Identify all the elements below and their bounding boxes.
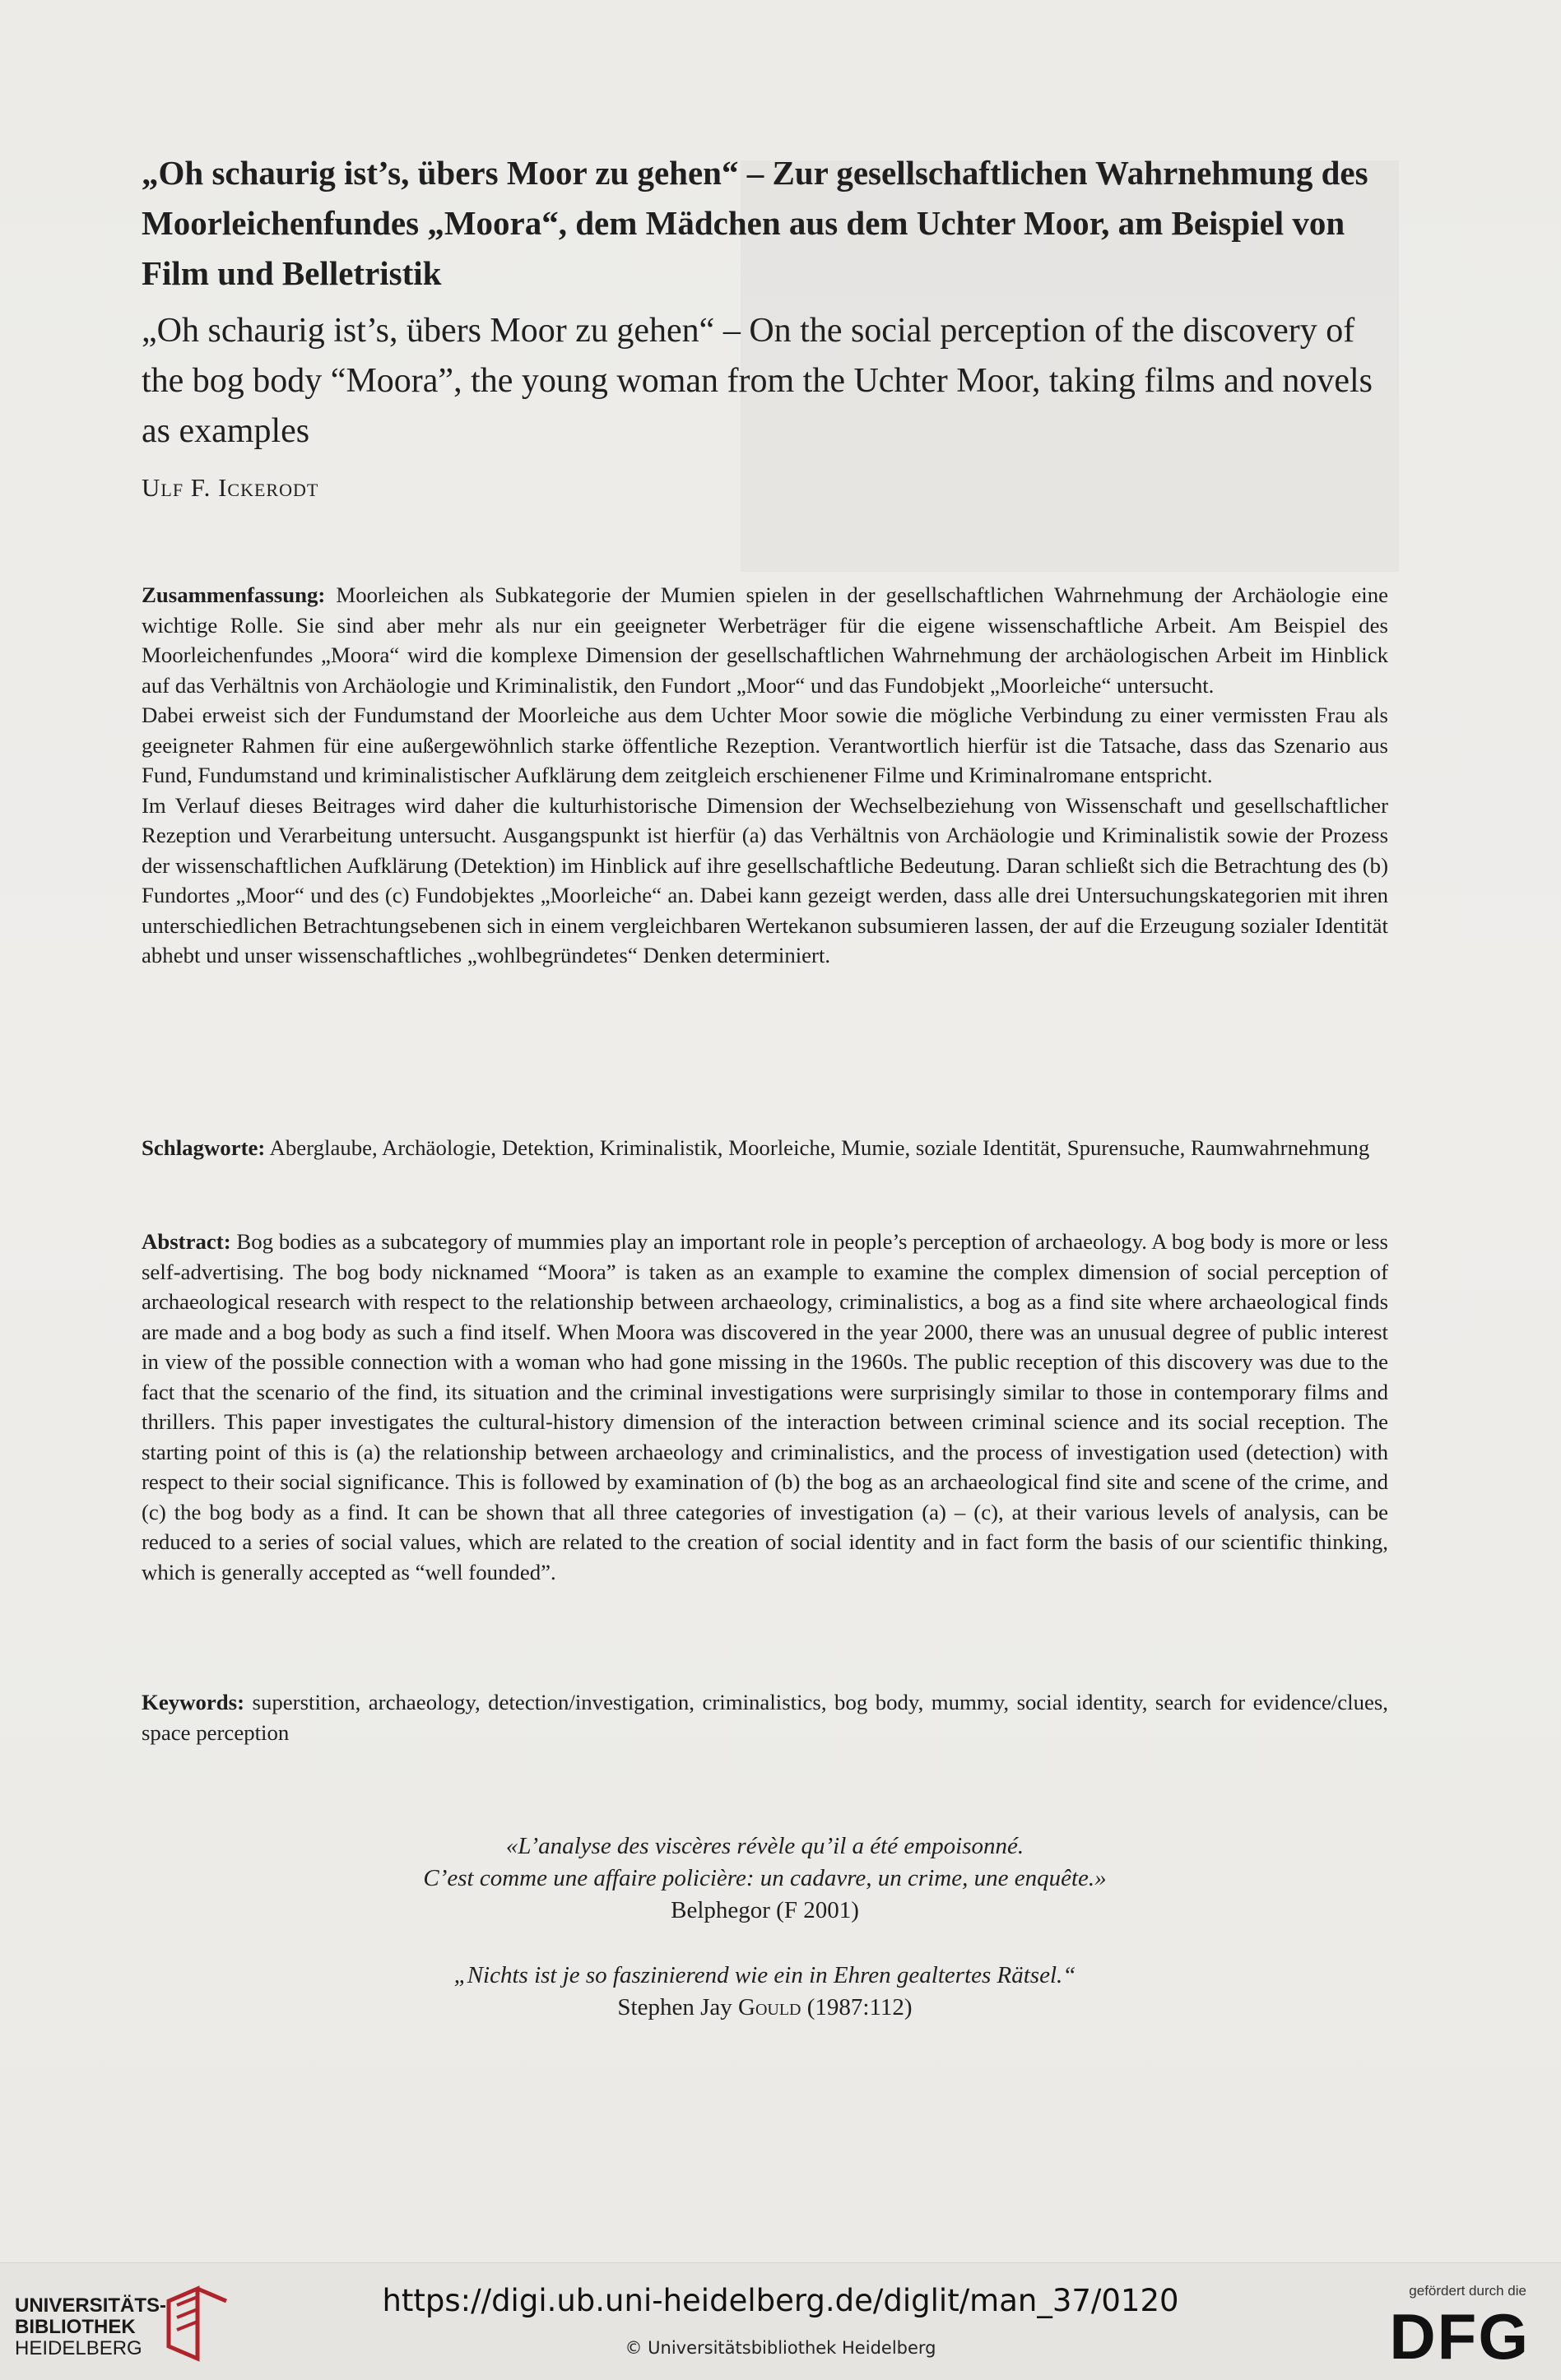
keywords-text: superstition, archaeology, detection/investigation, criminalistics, bog body, mummy, social identity, search for evidence/clues, space perception	[142, 1690, 1388, 1745]
quote-2-source-surname: Gould	[738, 1994, 801, 2020]
title-english: „Oh schaurig ist’s, übers Moor zu gehen“ – On the social perception of the discovery of the bog body “Moora”, the young woman from the Uchter Moor, taking films and novels as examples	[142, 312, 1373, 450]
author-name: Ulf F. Ickerodt	[142, 473, 319, 502]
title-german: „Oh schaurig ist’s, übers Moor zu gehen“ – Zur gesellschaftlichen Wahrnehmung des Moorleichenfundes „Moora“, dem Mädchen aus dem Uchter Moor, am Beispiel von Film und Belletristik	[142, 154, 1368, 292]
abstract-text: Bog bodies as a subcategory of mummies play an important role in people’s perception of archaeology. A bog body is more or less self-advertising. The bog body nicknamed “Moora” is taken as an example to examine the complex dimension of social perception of archaeological research with respect to the relationship between archaeology, criminalistics, a bog as a find site where archaeological finds are made and a bog body as such a find itself. When Moora was discovered in the year 2000, there was an unusual degree of public interest in view of the possible connection with a woman who had gone missing in the 1960s. The public reception of this discovery was due to the fact that the scenario of the find, its situation and the criminal investigations were surprisingly similar to those in contemporary films and thrillers. This paper investigates the cultural-history dimension of the interaction between criminal science and its social reception. The starting point of this is (a) the relationship between archaeology and criminalistics, and the process of investigation used (detection) with respect to their social significance. This is followed by examination of (b) the bog as an archaeological find site and scene of the crime, and (c) the bog body as a find. It can be shown that all three categories of investigation (a) – (c), at their various levels of analysis, can be reduced to a series of social values, which are related to the creation of social identity and in fact form the basis of our scientific thinking, which is generally accepted as “well founded”.	[142, 1229, 1388, 1584]
quote-1-line-1: «L’analyse des viscères révèle qu’il a été empoisonné.	[505, 1833, 1024, 1859]
copyright-notice: © Universitätsbibliothek Heidelberg	[625, 2338, 936, 2358]
quote-2-source	[142, 1992, 1388, 2024]
quote-1-line-2: C’est comme une affaire policière: un cadavre, un crime, une enquête.»	[423, 1865, 1107, 1891]
schlagworte-text: Aberglaube, Archäologie, Detektion, Kriminalistik, Moorleiche, Mumie, soziale Identität, Spurensuche, Raumwahrnehmung	[265, 1135, 1370, 1160]
zusammenfassung-paragraph-3: Im Verlauf dieses Beitrages wird daher die kulturhistorische Dimension der Wechselbeziehung von Wissenschaft und gesellschaftlicher Rezeption und Verarbeitung untersucht. Ausgangspunkt ist hierfür (a) das Verhältnis von Archäologie und Kriminalistik sowie der Prozess der wissenschaftlichen Aufklärung (Detektion) im Hinblick auf ihre gesellschaftliche Bedeutung. Daran schließt sich die Betrachtung des (b) Fundortes „Moor“ und des (c) Fundobjektes „Moorleiche“ an. Dabei kann gezeigt werden, dass alle drei Untersuchungskategorien mit ihren unterschiedlichen Betrachtungsebenen sich in einem vergleichbaren Wertekanon subsumieren lassen, der auf die Erzeugung sozialer Identität abhebt und unser wissenschaftliches „wohlbegründetes“ Denken determiniert.	[142, 792, 1388, 967]
zusammenfassung-text-1: Moorleichen als Subkategorie der Mumien spielen in der gesellschaftlichen Wahrnehmung der Archäologie eine wichtige Rolle. Sie sind aber mehr als nur ein geeigneter Werbeträger für die eigene wissenschaftliche Arbeit. Am Beispiel des Moorleichenfundes „Moora“ wird die komplexe Dimension der gesellschaftlichen Wahrnehmung der archäologischen Arbeit im Hinblick auf das Verhältnis von Archäologie und Kriminalistik, den Fundort „Moor“ und das Fundobjekt „Moorleiche“ untersucht.	[142, 582, 1388, 698]
quote-1-source: Belphegor (F 2001)	[671, 1897, 859, 1923]
library-line-2: BIBLIOTHEK	[15, 2316, 136, 2338]
schlagworte-section	[142, 1133, 1388, 1163]
quote-2-source-name: Stephen Jay	[617, 1994, 739, 2020]
keywords-section	[142, 1687, 1388, 1747]
library-line-3: HEIDELBERG	[15, 2337, 142, 2359]
library-line-1: UNIVERSITÄTS-	[15, 2294, 167, 2317]
keywords-label: Keywords:	[142, 1690, 245, 1714]
zusammenfassung-paragraph-2: Dabei erweist sich der Fundumstand der Moorleiche aus dem Uchter Moor sowie die mögliche Verbindung zu einer vermissten Frau als geeigneter Rahmen für eine außergewöhnlich starke öffentliche Rezeption. Verantwortlich hierfür ist die Tatsache, dass das Szenario aus Fund, Fundumstand und kriminalistischer Aufklärung dem zeitgleich erschienener Filme und Kriminalromane entspricht.	[142, 703, 1388, 787]
quote-2-source-year: (1987:112)	[801, 1994, 913, 2020]
zusammenfassung-paragraph-1	[142, 580, 1388, 700]
zusammenfassung-label: Zusammenfassung:	[142, 582, 326, 607]
epigraphs	[142, 1830, 1388, 2024]
quote-2-line-1: „Nichts ist je so faszinierend wie ein in Ehren gealtertes Rätsel.“	[453, 1962, 1076, 1988]
permalink-url[interactable]: https://digi.ub.uni-heidelberg.de/diglit/man_37/0120	[382, 2283, 1179, 2318]
dfg-logo[interactable]: DFG	[1389, 2300, 1530, 2373]
funding-label: gefördert durch die	[1409, 2283, 1526, 2299]
zusammenfassung-section	[142, 580, 1388, 971]
abstract-label: Abstract:	[142, 1229, 231, 1254]
abstract-section	[142, 1227, 1388, 1587]
schlagworte-label: Schlagworte:	[142, 1135, 266, 1160]
